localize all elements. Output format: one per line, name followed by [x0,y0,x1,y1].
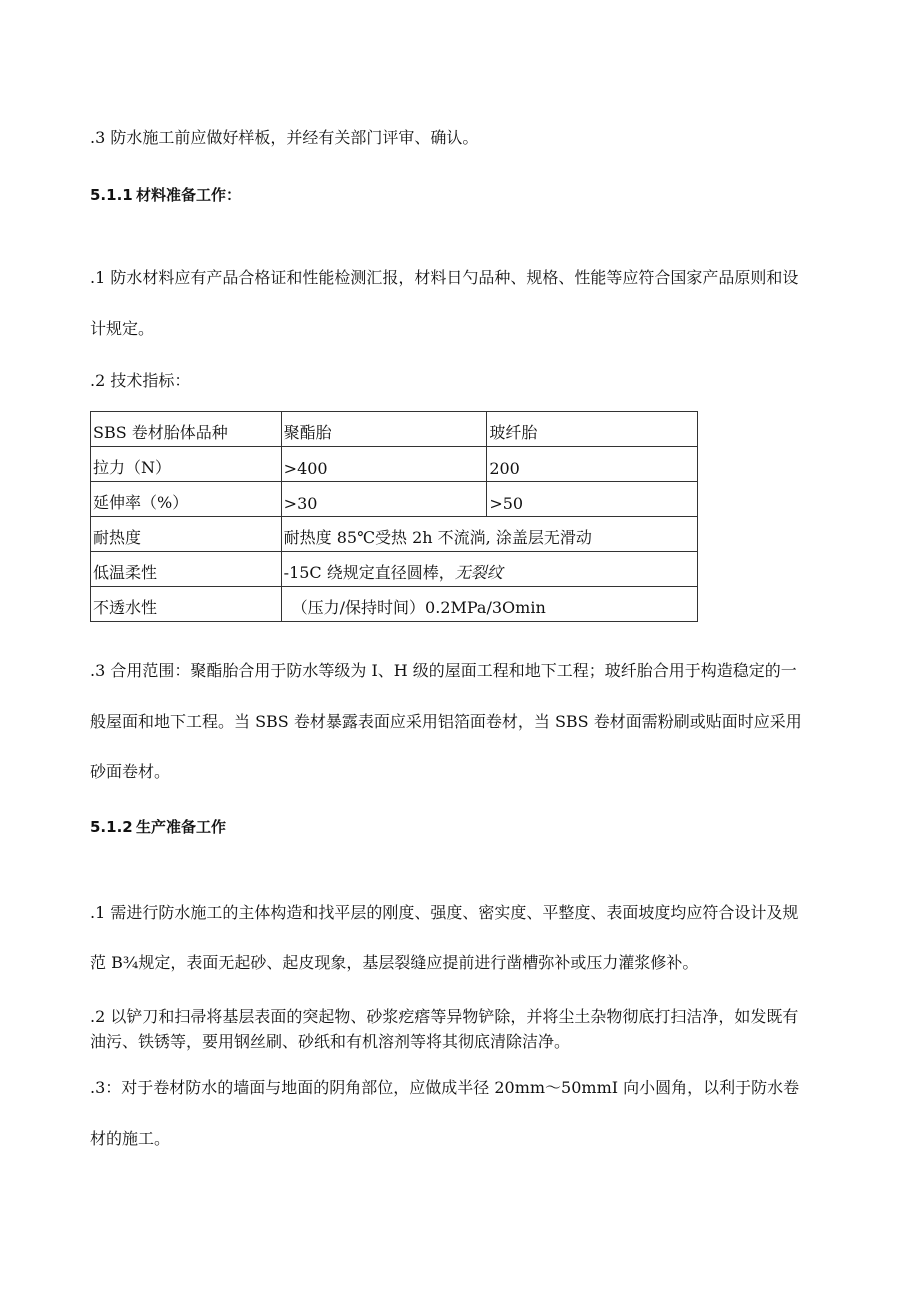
table-cell-label: 低温柔性 [91,552,282,587]
table-header-row [91,412,698,447]
table-cell-glass: >50 [487,482,698,517]
paragraph-production-2-line-1: .2 以铲刀和扫帚将基层表面的突起物、砂浆疙瘩等异物铲除，并将尘土杂物彻底打扫洁净，如发既有 [90,1007,799,1026]
table-cell-label: 延伸率（%） [91,482,282,517]
table-header-cell: 玻纤胎 [487,412,698,447]
table-header-cell: SBS 卷材胎体品种 [91,412,282,447]
table-cell-polyester: >30 [281,482,487,517]
section-title: 材料准备工作： [136,186,242,204]
table-cell-label: 耐热度 [91,517,282,552]
table-cell-merged: （压力/保持时间）0.2MPa/3Omin [281,587,697,622]
paragraph-production-1-line-2: 范 B¾规定，表面无起砂、起皮现象，基层裂缝应提前进行凿槽弥补或压力灌浆修补。 [90,953,699,972]
table-row [91,447,698,482]
paragraph-production-3-line-2: 材的施工。 [90,1129,171,1148]
table-row [91,552,698,587]
section-number: 5.1.2 [90,818,133,836]
table-cell-polyester: >400 [281,447,487,482]
paragraph-material-3-line-1: .3 合用范围：聚酯胎合用于防水等级为 I、H 级的屋面工程和地下工程；玻纤胎合用于构造稳定的一 [90,661,797,680]
cold-value-italic: 无裂纹 [454,563,503,582]
table-cell-merged [281,552,697,587]
paragraph-material-1-line-1: .1 防水材料应有产品合格证和性能检测汇报，材料日勺品种、规格、性能等应符合国家产品原则和设 [90,268,799,287]
section-number: 5.1.1 [90,186,133,204]
section-heading-5-1-2 [90,817,226,837]
table-cell-glass: 200 [487,447,698,482]
table-cell-label: 不透水性 [91,587,282,622]
table-cell-merged: 耐热度 85℃受热 2h 不流淌, 涂盖层无滑动 [281,517,697,552]
table-cell-label: 拉力（N） [91,447,282,482]
paragraph-production-1-line-1: .1 需进行防水施工的主体构造和找平层的刚度、强度、密实度、平整度、表面坡度均应符合设计及规 [90,903,799,922]
paragraph-production-3-line-1: .3：对于卷材防水的墙面与地面的阴角部位，应做成半径 20mm～50mmI 向小圆角，以利于防水卷 [90,1078,800,1097]
section-heading-5-1-1 [90,185,241,205]
paragraph-material-1-line-2: 计规定。 [90,319,155,338]
paragraph-material-2: .2 技术指标： [90,371,191,390]
section-title: 生产准备工作 [136,818,227,836]
technical-spec-table [90,411,698,622]
cold-value: -15C 绕规定直径圆棒， [283,563,455,582]
paragraph-material-3-line-2: 般屋面和地下工程。当 SBS 卷材暴露表面应采用铝箔面卷材，当 SBS 卷材面需粉刷或贴面时应采用 [90,712,802,731]
table-row [91,517,698,552]
table-row [91,587,698,622]
paragraph-production-2-line-2: 油污、铁锈等，要用钢丝刷、砂纸和有机溶剂等将其彻底清除洁净。 [90,1032,571,1051]
table-header-cell: 聚酯胎 [281,412,487,447]
paragraph-material-3-line-3: 砂面卷材。 [90,762,171,781]
table-row [91,482,698,517]
paragraph-prep-3: .3 防水施工前应做好样板，并经有关部门评审、确认。 [90,128,479,147]
